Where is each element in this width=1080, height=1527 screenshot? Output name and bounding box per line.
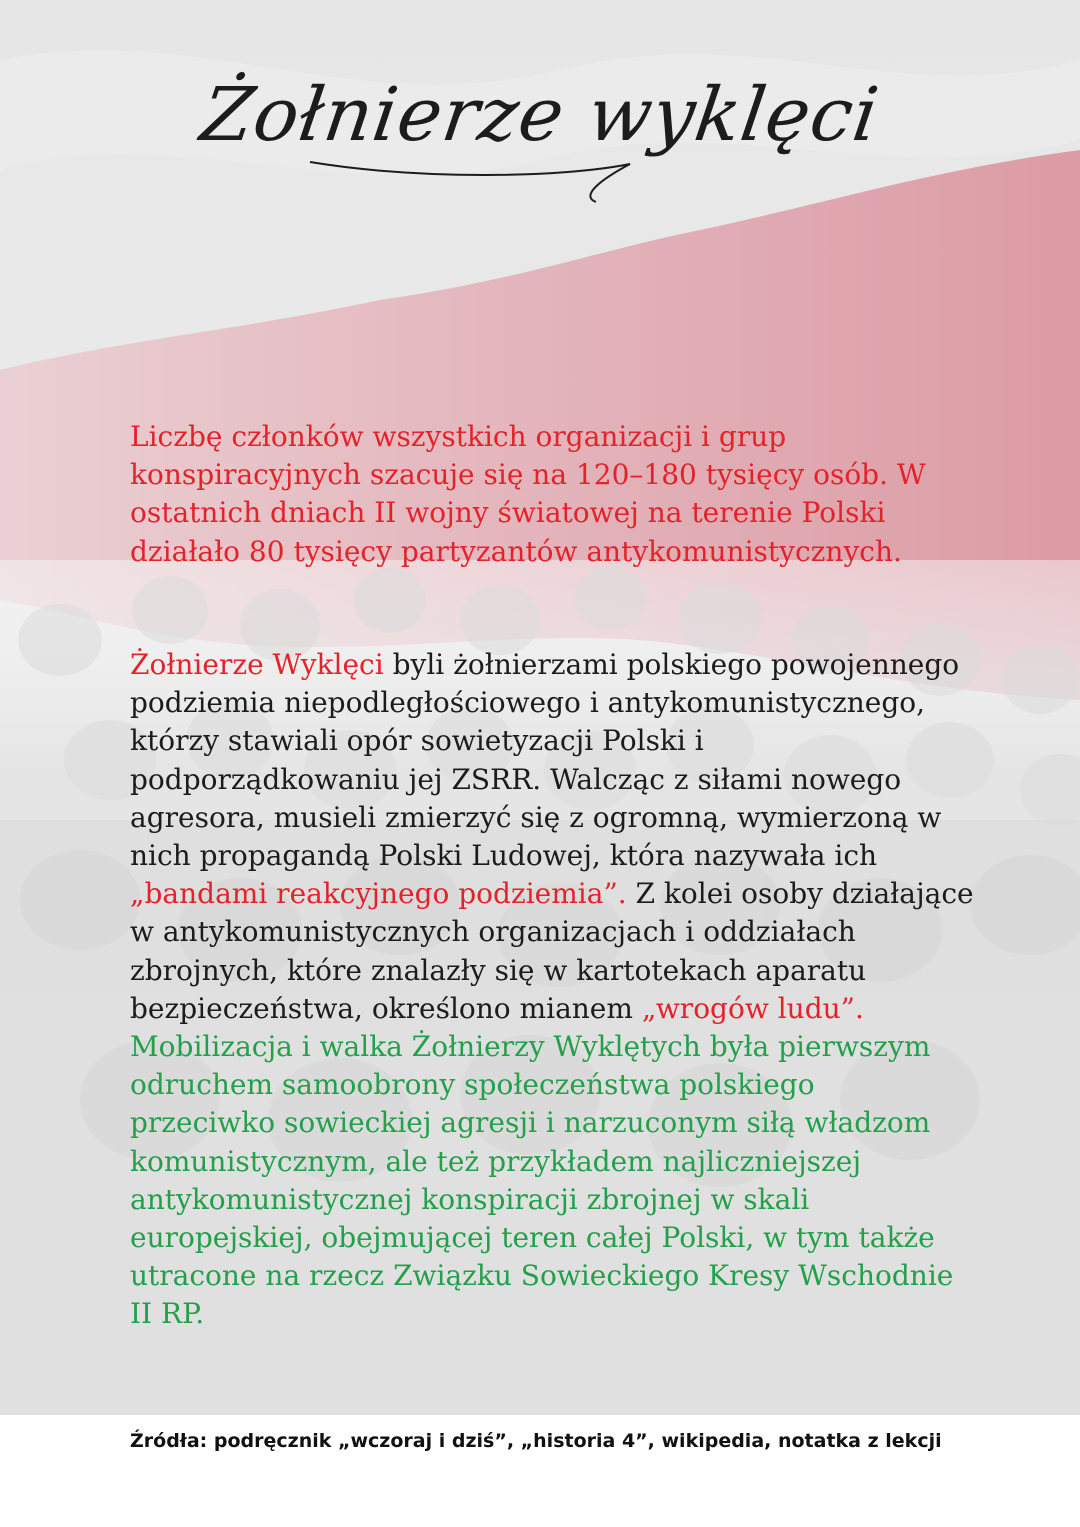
- page-title: Żołnierze wyklęci: [195, 72, 885, 158]
- text-line: Liczbę członków wszystkich organizacji i grup: [130, 420, 787, 453]
- text-line: w antykomunistycznych organizacjach i oddziałach: [130, 915, 856, 949]
- text-line: nich propagandą Polski Ludowej, która nazywała ich: [130, 839, 878, 873]
- text-line-green: Mobilizacja i walka Żołnierzy Wyklętych była pierwszym: [130, 1030, 931, 1064]
- text-line-green: utracone na rzecz Związku Sowieckiego Kresy Wschodnie: [130, 1259, 954, 1293]
- text-line: którzy stawiali opór sowietyzacji Polski i: [130, 724, 704, 758]
- sources-footer: Źródła: podręcznik „wczoraj i dziś”, „historia 4”, wikipedia, notatka z lekcji: [130, 1430, 942, 1452]
- text-line-green: II RP.: [130, 1297, 205, 1331]
- text-line: [130, 990, 960, 1028]
- text-line-green: przeciwko sowieckiej agresji i narzuconym siłą władzom: [130, 1106, 931, 1140]
- text-fragment: bezpieczeństwa, określono mianem: [130, 991, 642, 1025]
- text-fragment: byli żołnierzami polskiego powojennego: [383, 648, 960, 681]
- text-line: konspiracyjnych szacuje się na 120–180 tysięcy osób. W: [130, 458, 926, 492]
- highlight-term: Żołnierze Wyklęci: [130, 648, 384, 681]
- text-line: podziemia niepodległościowego i antykomunistycznego,: [130, 686, 926, 720]
- paragraph-description: [130, 646, 974, 1334]
- text-line: [130, 875, 974, 913]
- text-line-green: europejskiej, obejmującej teren całej Polski, w tym także: [130, 1221, 935, 1255]
- text-line: [130, 646, 960, 684]
- text-line: podporządkowaniu jej ZSRR. Walcząc z siłami nowego: [130, 762, 902, 796]
- text-line-green: antykomunistycznej konspiracji zbrojnej w skali: [130, 1182, 810, 1216]
- text-line: działało 80 tysięcy partyzantów antykomunistycznych.: [130, 534, 902, 568]
- text-line: zbrojnych, które znalazły się w kartotekach aparatu: [130, 953, 867, 987]
- highlight-quote: „bandami reakcyjnego podziemia”.: [130, 877, 627, 911]
- text-line: ostatnich dniach II wojny światowej na terenie Polski: [130, 496, 886, 530]
- text-line-green: odruchem samoobrony społeczeństwa polskiego: [130, 1068, 815, 1102]
- title-underline-swash: [300, 150, 820, 210]
- paragraph-statistics: [130, 418, 960, 571]
- text-line-green: komunistycznym, ale też przykładem najliczniejszej: [130, 1144, 861, 1178]
- highlight-quote: „wrogów ludu”.: [641, 991, 864, 1025]
- text-fragment: Z kolei osoby działające: [626, 877, 974, 911]
- text-line: agresora, musieli zmierzyć się z ogromną, wymierzoną w: [130, 800, 942, 834]
